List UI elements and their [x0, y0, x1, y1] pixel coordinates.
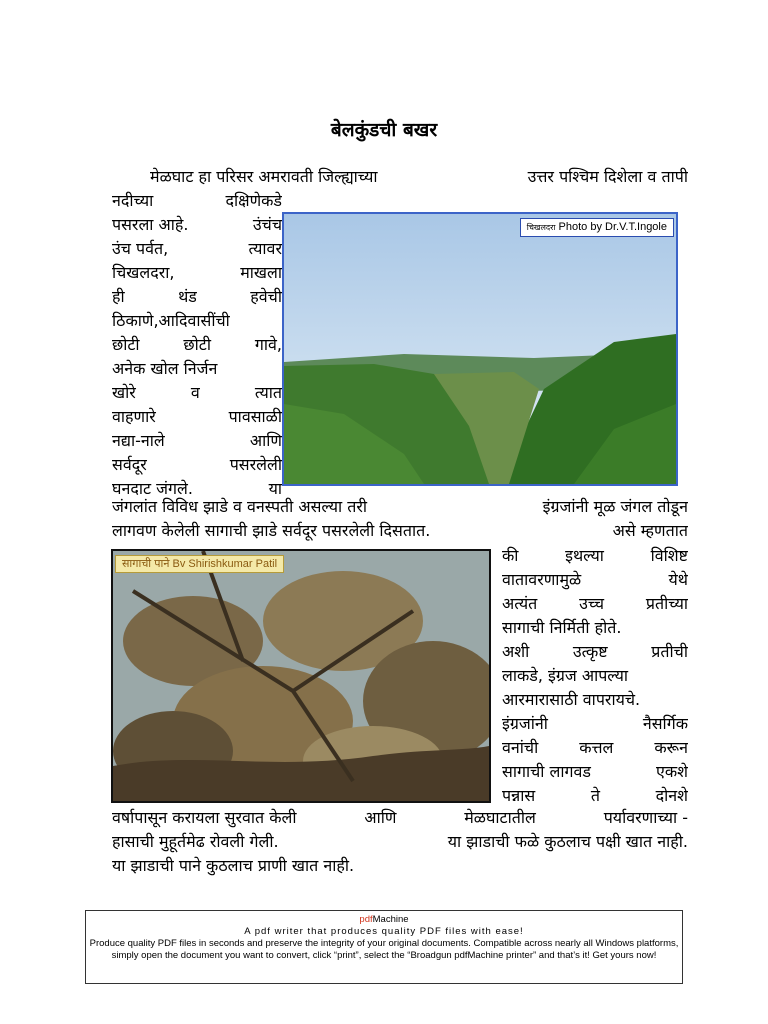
text-segment: वर्षापासून करायला सुरवात केली: [112, 808, 297, 827]
text-line: [112, 519, 688, 543]
text-segment: नदीच्या: [112, 191, 154, 210]
footer-brand-machine: Machine: [372, 914, 409, 925]
text-segment: की: [502, 546, 519, 565]
text-line: [112, 333, 282, 357]
text-segment: अत्यंत: [502, 594, 538, 613]
text-segment: आणि: [364, 808, 397, 827]
text-segment: वनांची: [502, 738, 539, 757]
text-line: [112, 495, 688, 519]
text-segment: अनेक खोल निर्जन: [112, 359, 218, 378]
text-line: [112, 405, 282, 429]
text-line: [112, 357, 282, 381]
text-line: [112, 237, 282, 261]
text-segment: घनदाट जंगले.: [112, 479, 193, 498]
text-line: [502, 784, 688, 808]
text-segment: उंचंच: [252, 215, 282, 234]
text-segment: प्रतीची: [651, 642, 688, 661]
text-line: [150, 165, 688, 189]
text-segment: वातावरणामुळे: [502, 570, 582, 589]
footer-brand: [86, 914, 682, 926]
text-segment: सर्वदूर: [112, 455, 147, 474]
text-line: [112, 429, 282, 453]
text-line: या झाडाची पाने कुठलाच प्राणी खात नाही.: [112, 856, 355, 875]
text-segment: पर्यावरणाच्या -: [603, 808, 688, 827]
photo2-caption-english: Bv Shirishkumar Patil: [172, 558, 278, 570]
text-segment: पन्नास: [502, 786, 536, 805]
text-line: [502, 568, 688, 592]
text-line: [502, 688, 688, 712]
text-segment: असे म्हणतात: [612, 521, 688, 540]
pdfmachine-footer: [85, 910, 683, 984]
text-segment: त्यात: [254, 383, 282, 402]
text-segment: माखला: [240, 263, 282, 282]
text-segment: सागाची निर्मिती होते.: [502, 618, 622, 637]
photo1-caption-english: Photo by Dr.V.T.Ingole: [558, 221, 667, 233]
text-segment: मेळघाटातील: [464, 808, 536, 827]
text-segment: नैसर्गिक: [642, 714, 688, 733]
text-line: [112, 453, 282, 477]
text-segment: उत्तर पश्चिम दिशेला व तापी: [527, 167, 688, 186]
text-segment: अशी: [502, 642, 530, 661]
text-segment: सागाची लागवड: [502, 762, 591, 781]
text-segment: त्यावर: [248, 239, 282, 258]
chikhaldara-valley-photo: [282, 212, 678, 486]
text-segment: या: [268, 479, 282, 498]
text-segment: ते: [590, 786, 600, 805]
text-segment: लागवण केलेली सागाची झाडे सर्वदूर पसरलेली दिसतात.: [112, 521, 431, 540]
text-segment: थंड: [178, 287, 197, 306]
text-segment: गावे,: [254, 335, 282, 354]
text-segment: उच्च: [579, 594, 605, 613]
footer-brand-pdf: pdf: [359, 914, 373, 925]
photo2-caption: [115, 555, 284, 573]
text-segment: इथल्या: [565, 546, 604, 565]
text-segment: दोनशे: [655, 786, 688, 805]
text-line: [502, 544, 688, 568]
text-segment: व: [190, 383, 200, 402]
text-segment: जंगलांत विविध झाडे व वनस्पती असल्या तरी: [112, 497, 368, 516]
text-segment: प्रतीच्या: [645, 594, 688, 613]
text-segment: आरमारासाठी वापरायचे.: [502, 690, 641, 709]
text-line: [502, 616, 688, 640]
text-line: [112, 806, 688, 830]
text-segment: हासाची मुहूर्तमेढ रोवली गेली.: [112, 832, 279, 851]
text-segment: ठिकाणे,आदिवासींची: [112, 311, 230, 330]
text-segment: पावसाळी: [228, 407, 282, 426]
text-line: [112, 261, 282, 285]
text-line: [502, 664, 688, 688]
text-segment: छोटी: [112, 335, 140, 354]
text-segment: मेळघाट हा परिसर अमरावती जिल्ह्याच्या: [150, 167, 378, 186]
page-title: बेलकुंडची बखर: [330, 119, 438, 141]
text-segment: करून: [654, 738, 688, 757]
text-segment: एकशे: [655, 762, 688, 781]
footer-body: Produce quality PDF files in seconds and preserve the integrity of your original documents. Compatible across nearly all Windows platforms, simply open the document you want to convert, click “print”, select the “Broadgun pdfMachine printer” and that’s it! Get yours now!: [89, 938, 679, 961]
text-segment: आणि: [249, 431, 282, 450]
text-segment: कत्तल: [579, 738, 614, 757]
text-segment: दक्षिणेकडे: [225, 191, 282, 210]
photo2-caption-marathi: सागाची पाने: [122, 558, 170, 570]
text-segment: लाकडे, इंग्रज आपल्या: [502, 666, 629, 685]
text-line: [502, 736, 688, 760]
text-line: [502, 640, 688, 664]
text-segment: छोटी: [183, 335, 211, 354]
text-segment: विशिष्ट: [650, 546, 688, 565]
text-line: [112, 189, 282, 213]
teak-leaves-illustration: [113, 551, 489, 801]
text-line: [112, 830, 688, 854]
text-segment: उत्कृष्ट: [572, 642, 608, 661]
footer-tagline: A pdf writer that produces quality PDF files with ease!: [244, 926, 524, 937]
text-segment: पसरलेली: [229, 455, 282, 474]
text-line: [112, 309, 282, 333]
text-line: [502, 760, 688, 784]
text-segment: खोरे: [112, 383, 136, 402]
text-line: [112, 213, 282, 237]
text-segment: हवेची: [250, 287, 282, 306]
text-segment: पसरला आहे.: [112, 215, 189, 234]
forest-valley-illustration: [284, 214, 676, 484]
text-segment: नद्या-नाले: [112, 431, 165, 450]
text-segment: इंग्रजांनी मूळ जंगल तोडून: [542, 497, 688, 516]
text-segment: इंग्रजांनी: [502, 714, 548, 733]
photo1-caption-marathi: चिखलदरा: [526, 223, 556, 232]
teak-leaves-photo: [111, 549, 491, 803]
text-line: [502, 712, 688, 736]
text-segment: वाहणारे: [112, 407, 156, 426]
text-segment: चिखलदरा,: [112, 263, 175, 282]
text-line: [112, 381, 282, 405]
text-line: [502, 592, 688, 616]
text-line: [112, 285, 282, 309]
text-segment: येथे: [668, 570, 688, 589]
text-segment: उंच पर्वत,: [112, 239, 169, 258]
text-segment: या झाडाची फळे कुठलाच पक्षी खात नाही.: [447, 832, 688, 851]
photo1-caption: [520, 218, 674, 237]
text-segment: ही: [112, 287, 125, 306]
